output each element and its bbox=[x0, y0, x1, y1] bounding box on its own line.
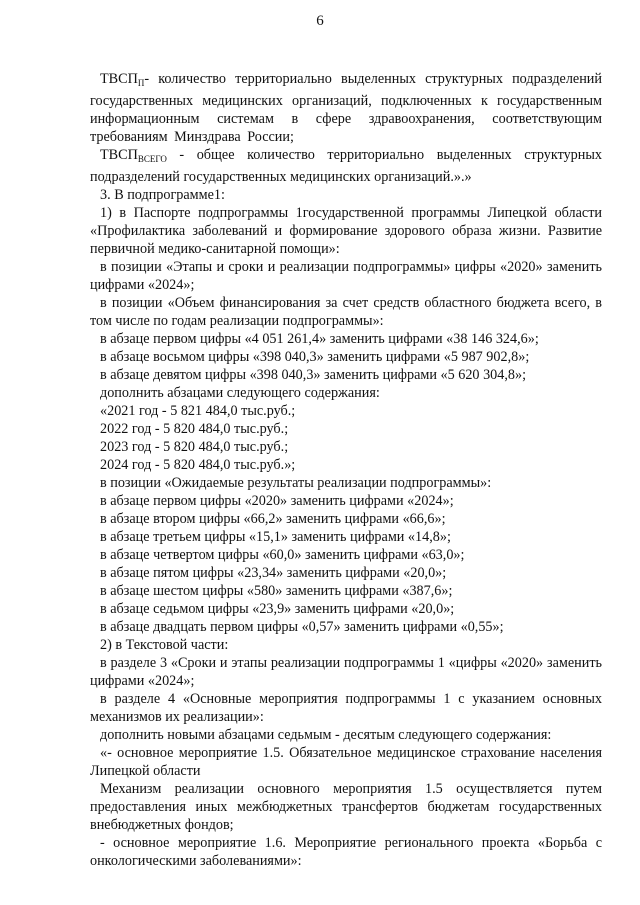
paragraph: в позиции «Объем финансирования за счет средств областного бюджета всего, в том числе по годам реализации подпрограммы»: bbox=[90, 295, 602, 329]
paragraph: в абзаце четвертом цифры «60,0» заменить цифрами «63,0»; bbox=[100, 547, 465, 563]
paragraph-tvsp-p bbox=[90, 70, 602, 146]
paragraph: в абзаце втором цифры «66,2» заменить цифрами «66,6»; bbox=[100, 511, 446, 527]
paragraph: в абзаце третьем цифры «15,1» заменить цифрами «14,8»; bbox=[100, 529, 451, 545]
tvsp-total-subscript: ВСЕГО bbox=[137, 154, 167, 164]
paragraph: в абзаце двадцать первом цифры «0,57» заменить цифрами «0,55»; bbox=[100, 619, 504, 635]
tvsp-total-symbol: ТВСП bbox=[100, 147, 138, 163]
paragraph: в абзаце седьмом цифры «23,9» заменить цифрами «20,0»; bbox=[100, 601, 455, 617]
paragraph: в позиции «Ожидаемые результаты реализации подпрограммы»: bbox=[100, 475, 492, 491]
paragraph: 2023 год - 5 820 484,0 тыс.руб.; bbox=[100, 439, 289, 455]
paragraph-tvsp-total bbox=[90, 146, 602, 186]
paragraph: дополнить новыми абзацами седьмым - десятым следующего содержания: bbox=[100, 727, 552, 743]
tvsp-p-text: - количество территориально выделенных структурных подразделений государственных медицинских организаций, подключенных к государственным информационным системам в сфере здравоохранения, соответствующим требованиям Минздрава России; bbox=[90, 71, 602, 145]
paragraph: Механизм реализации основного мероприятия 1.5 осуществляется путем предоставления иных межбюджетных трансфертов бюджетам государственных внебюджетных фондов; bbox=[90, 781, 602, 833]
paragraph: в позиции «Этапы и сроки и реализации подпрограммы» цифры «2020» заменить цифрами «2024»; bbox=[90, 259, 602, 293]
paragraph: 2022 год - 5 820 484,0 тыс.руб.; bbox=[100, 421, 289, 437]
paragraph: «- основное мероприятие 1.5. Обязательное медицинское страхование населения Липецкой области bbox=[90, 745, 602, 779]
paragraph: в разделе 4 «Основные мероприятия подпрограммы 1 с указанием основных механизмов их реализации»: bbox=[90, 691, 602, 725]
paragraph: 2024 год - 5 820 484,0 тыс.руб.»; bbox=[100, 457, 296, 473]
paragraph: в абзаце восьмом цифры «398 040,3» заменить цифрами «5 987 902,8»; bbox=[100, 349, 530, 365]
tvsp-total-text: - общее количество территориально выделенных структурных подразделений государственных медицинских организаций.».» bbox=[90, 147, 602, 185]
paragraph: в абзаце первом цифры «4 051 261,4» заменить цифрами «38 146 324,6»; bbox=[100, 331, 539, 347]
tvsp-p-symbol: ТВСП bbox=[100, 71, 138, 87]
paragraph: 3. В подпрограмме1: bbox=[100, 187, 225, 203]
paragraph: 1) в Паспорте подпрограммы 1государственной программы Липецкой области «Профилактика заболеваний и формирование здорового образа жизни. Развитие первичной медико-санитарной помощи»: bbox=[90, 205, 602, 257]
tvsp-p-subscript: П bbox=[137, 78, 145, 88]
paragraph: - основное мероприятие 1.6. Мероприятие регионального проекта «Борьба с онкологическими заболеваниями»: bbox=[90, 835, 602, 869]
paragraph: в абзаце шестом цифры «580» заменить цифрами «387,6»; bbox=[100, 583, 453, 599]
paragraph: 2) в Текстовой части: bbox=[100, 637, 229, 653]
paragraph: в абзаце пятом цифры «23,34» заменить цифрами «20,0»; bbox=[100, 565, 447, 581]
page-number: 6 bbox=[316, 13, 324, 29]
document-body bbox=[90, 70, 602, 870]
paragraph: в разделе 3 «Сроки и этапы реализации подпрограммы 1 «цифры «2020» заменить цифрами «2024»; bbox=[90, 655, 602, 689]
paragraph: в абзаце девятом цифры «398 040,3» заменить цифрами «5 620 304,8»; bbox=[100, 367, 527, 383]
paragraph: дополнить абзацами следующего содержания: bbox=[100, 385, 380, 401]
paragraph: «2021 год - 5 821 484,0 тыс.руб.; bbox=[100, 403, 296, 419]
paragraph: в абзаце первом цифры «2020» заменить цифрами «2024»; bbox=[100, 493, 454, 509]
